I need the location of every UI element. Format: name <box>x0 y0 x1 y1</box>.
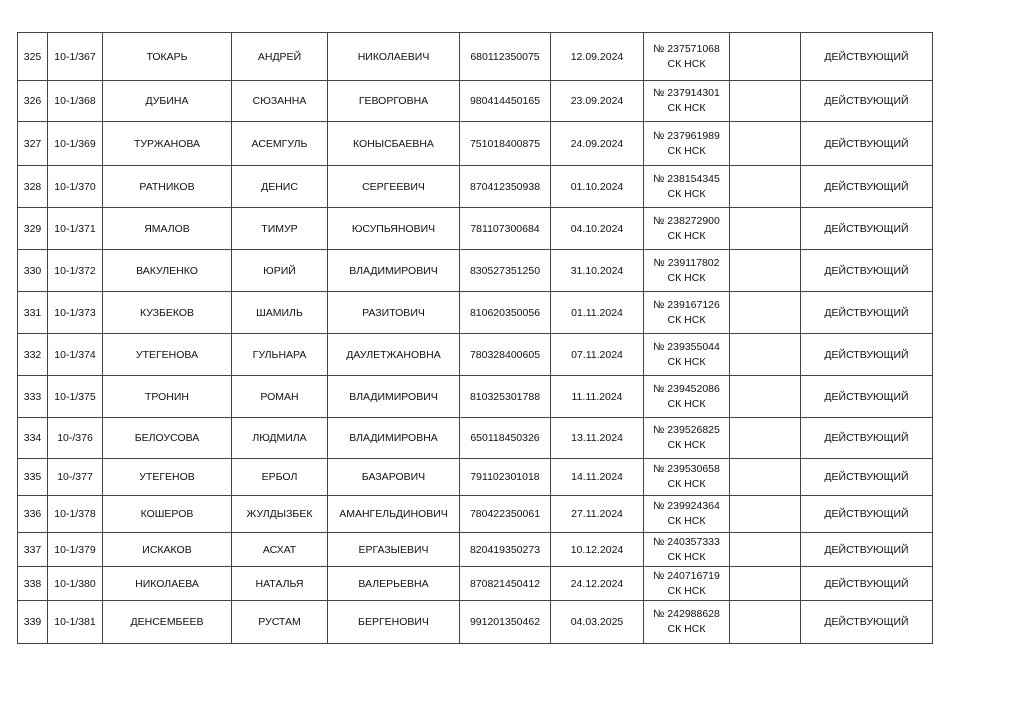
certificate-org: СК НСК <box>667 584 706 597</box>
iin: 650118450326 <box>460 418 551 459</box>
issue-date: 07.11.2024 <box>551 334 644 376</box>
status-cell: ДЕЙСТВУЮЩИЙ <box>801 496 933 533</box>
table-row <box>18 166 933 208</box>
registration-number: 10-1/374 <box>48 334 103 376</box>
issue-date: 04.10.2024 <box>551 208 644 250</box>
status-cell: ДЕЙСТВУЮЩИЙ <box>801 533 933 567</box>
certificate-cell <box>644 250 730 292</box>
issue-date: 24.12.2024 <box>551 567 644 601</box>
status-cell: ДЕЙСТВУЮЩИЙ <box>801 376 933 418</box>
first-name: АСХАТ <box>232 533 328 567</box>
empty-cell <box>730 418 801 459</box>
certificate-number: № 242988628 <box>653 608 720 620</box>
last-name: РАТНИКОВ <box>103 166 232 208</box>
first-name: ЕРБОЛ <box>232 459 328 496</box>
certificate-number: № 240357333 <box>653 535 720 548</box>
table-row <box>18 418 933 459</box>
patronymic: ГЕВОРГОВНА <box>328 81 460 122</box>
certificate-cell <box>644 496 730 533</box>
last-name: НИКОЛАЕВА <box>103 567 232 601</box>
empty-cell <box>730 33 801 81</box>
empty-cell <box>730 376 801 418</box>
first-name: СЮЗАННА <box>232 81 328 122</box>
empty-cell <box>730 567 801 601</box>
status-cell: ДЕЙСТВУЮЩИЙ <box>801 459 933 496</box>
patronymic: ВЛАДИМИРОВНА <box>328 418 460 459</box>
patronymic: НИКОЛАЕВИЧ <box>328 33 460 81</box>
patronymic: ВАЛЕРЬЕВНА <box>328 567 460 601</box>
registration-number: 10-/376 <box>48 418 103 459</box>
certificate-number: № 237571068 <box>653 42 720 55</box>
table-row <box>18 250 933 292</box>
first-name: АСЕМГУЛЬ <box>232 122 328 166</box>
empty-cell <box>730 533 801 567</box>
iin: 751018400875 <box>460 122 551 166</box>
certificate-cell <box>644 418 730 459</box>
certificate-cell <box>644 166 730 208</box>
table-row <box>18 567 933 601</box>
certificate-org: СК НСК <box>667 355 706 368</box>
first-name: НАТАЛЬЯ <box>232 567 328 601</box>
registration-number: 10-1/381 <box>48 601 103 644</box>
certificate-org: СК НСК <box>667 623 706 635</box>
certificate-number: № 238272900 <box>653 214 720 227</box>
patronymic: БАЗАРОВИЧ <box>328 459 460 496</box>
last-name: УТЕГЕНОВ <box>103 459 232 496</box>
patronymic: АМАНГЕЛЬДИНОВИЧ <box>328 496 460 533</box>
certificate-number: № 239167126 <box>653 298 720 311</box>
table-row <box>18 376 933 418</box>
first-name: ЛЮДМИЛА <box>232 418 328 459</box>
certificate-cell <box>644 292 730 334</box>
iin: 870821450412 <box>460 567 551 601</box>
registration-number: 10-1/378 <box>48 496 103 533</box>
last-name: ТОКАРЬ <box>103 33 232 81</box>
iin: 780328400605 <box>460 334 551 376</box>
patronymic: ВЛАДИМИРОВИЧ <box>328 250 460 292</box>
patronymic: ВЛАДИМИРОВИЧ <box>328 376 460 418</box>
last-name: КОШЕРОВ <box>103 496 232 533</box>
last-name: ЯМАЛОВ <box>103 208 232 250</box>
first-name: АНДРЕЙ <box>232 33 328 81</box>
certificate-org: СК НСК <box>667 397 706 410</box>
empty-cell <box>730 208 801 250</box>
first-name: РУСТАМ <box>232 601 328 644</box>
status-cell: ДЕЙСТВУЮЩИЙ <box>801 567 933 601</box>
iin: 810620350056 <box>460 292 551 334</box>
row-number: 335 <box>18 459 48 496</box>
empty-cell <box>730 81 801 122</box>
first-name: ЖУЛДЫЗБЕК <box>232 496 328 533</box>
registry-table <box>17 32 933 644</box>
last-name: БЕЛОУСОВА <box>103 418 232 459</box>
iin: 680112350075 <box>460 33 551 81</box>
patronymic: ЮСУПЬЯНОВИЧ <box>328 208 460 250</box>
iin: 791102301018 <box>460 459 551 496</box>
row-number: 329 <box>18 208 48 250</box>
first-name: ДЕНИС <box>232 166 328 208</box>
last-name: УТЕГЕНОВА <box>103 334 232 376</box>
last-name: ТУРЖАНОВА <box>103 122 232 166</box>
certificate-number: № 237914301 <box>653 87 720 99</box>
iin: 991201350462 <box>460 601 551 644</box>
row-number: 338 <box>18 567 48 601</box>
certificate-cell <box>644 81 730 122</box>
certificate-org: СК НСК <box>667 187 706 200</box>
first-name: ГУЛЬНАРА <box>232 334 328 376</box>
patronymic: БЕРГЕНОВИЧ <box>328 601 460 644</box>
last-name: ВАКУЛЕНКО <box>103 250 232 292</box>
registration-number: 10-1/380 <box>48 567 103 601</box>
certificate-org: СК НСК <box>667 271 706 284</box>
certificate-cell <box>644 33 730 81</box>
patronymic: ЕРГАЗЫЕВИЧ <box>328 533 460 567</box>
issue-date: 12.09.2024 <box>551 33 644 81</box>
last-name: ДУБИНА <box>103 81 232 122</box>
certificate-cell <box>644 334 730 376</box>
first-name: ШАМИЛЬ <box>232 292 328 334</box>
empty-cell <box>730 292 801 334</box>
empty-cell <box>730 122 801 166</box>
table-row <box>18 496 933 533</box>
row-number: 331 <box>18 292 48 334</box>
certificate-number: № 239530658 <box>653 463 720 475</box>
registration-number: 10-1/368 <box>48 81 103 122</box>
registration-number: 10-1/375 <box>48 376 103 418</box>
issue-date: 11.11.2024 <box>551 376 644 418</box>
empty-cell <box>730 496 801 533</box>
empty-cell <box>730 601 801 644</box>
row-number: 327 <box>18 122 48 166</box>
certificate-org: СК НСК <box>667 57 706 70</box>
table-row <box>18 292 933 334</box>
certificate-number: № 239355044 <box>653 340 720 353</box>
table-row <box>18 208 933 250</box>
patronymic: ДАУЛЕТЖАНОВНА <box>328 334 460 376</box>
row-number: 326 <box>18 81 48 122</box>
registration-number: 10-1/372 <box>48 250 103 292</box>
empty-cell <box>730 459 801 496</box>
certificate-cell <box>644 601 730 644</box>
issue-date: 31.10.2024 <box>551 250 644 292</box>
registration-number: 10-1/379 <box>48 533 103 567</box>
certificate-number: № 240716719 <box>653 569 720 582</box>
issue-date: 27.11.2024 <box>551 496 644 533</box>
row-number: 330 <box>18 250 48 292</box>
issue-date: 14.11.2024 <box>551 459 644 496</box>
row-number: 325 <box>18 33 48 81</box>
row-number: 334 <box>18 418 48 459</box>
last-name: КУЗБЕКОВ <box>103 292 232 334</box>
status-cell: ДЕЙСТВУЮЩИЙ <box>801 418 933 459</box>
table-row <box>18 33 933 81</box>
patronymic: КОНЫСБАЕВНА <box>328 122 460 166</box>
row-number: 333 <box>18 376 48 418</box>
certificate-org: СК НСК <box>667 102 706 114</box>
patronymic: РАЗИТОВИЧ <box>328 292 460 334</box>
row-number: 339 <box>18 601 48 644</box>
certificate-number: № 239117802 <box>653 256 720 269</box>
iin: 781107300684 <box>460 208 551 250</box>
registration-number: 10-/377 <box>48 459 103 496</box>
first-name: РОМАН <box>232 376 328 418</box>
empty-cell <box>730 334 801 376</box>
status-cell: ДЕЙСТВУЮЩИЙ <box>801 208 933 250</box>
certificate-number: № 239526825 <box>653 424 720 436</box>
patronymic: СЕРГЕЕВИЧ <box>328 166 460 208</box>
empty-cell <box>730 250 801 292</box>
issue-date: 01.10.2024 <box>551 166 644 208</box>
status-cell: ДЕЙСТВУЮЩИЙ <box>801 122 933 166</box>
first-name: ТИМУР <box>232 208 328 250</box>
certificate-cell <box>644 459 730 496</box>
row-number: 336 <box>18 496 48 533</box>
row-number: 337 <box>18 533 48 567</box>
row-number: 332 <box>18 334 48 376</box>
issue-date: 04.03.2025 <box>551 601 644 644</box>
certificate-cell <box>644 567 730 601</box>
iin: 810325301788 <box>460 376 551 418</box>
table-row <box>18 533 933 567</box>
certificate-cell <box>644 122 730 166</box>
status-cell: ДЕЙСТВУЮЩИЙ <box>801 250 933 292</box>
iin: 820419350273 <box>460 533 551 567</box>
table-row <box>18 459 933 496</box>
iin: 830527351250 <box>460 250 551 292</box>
certificate-cell <box>644 208 730 250</box>
certificate-number: № 238154345 <box>653 172 720 185</box>
registration-number: 10-1/370 <box>48 166 103 208</box>
issue-date: 01.11.2024 <box>551 292 644 334</box>
certificate-org: СК НСК <box>667 229 706 242</box>
last-name: ИСКАКОВ <box>103 533 232 567</box>
iin: 780422350061 <box>460 496 551 533</box>
status-cell: ДЕЙСТВУЮЩИЙ <box>801 166 933 208</box>
status-cell: ДЕЙСТВУЮЩИЙ <box>801 292 933 334</box>
last-name: ДЕНСЕМБЕЕВ <box>103 601 232 644</box>
certificate-number: № 237961989 <box>653 129 720 142</box>
table-row <box>18 81 933 122</box>
registry-body <box>18 33 933 644</box>
issue-date: 10.12.2024 <box>551 533 644 567</box>
last-name: ТРОНИН <box>103 376 232 418</box>
status-cell: ДЕЙСТВУЮЩИЙ <box>801 33 933 81</box>
certificate-number: № 239452086 <box>653 382 720 395</box>
issue-date: 23.09.2024 <box>551 81 644 122</box>
empty-cell <box>730 166 801 208</box>
row-number: 328 <box>18 166 48 208</box>
certificate-cell <box>644 533 730 567</box>
certificate-number: № 239924364 <box>653 500 720 512</box>
iin: 980414450165 <box>460 81 551 122</box>
registration-number: 10-1/367 <box>48 33 103 81</box>
certificate-org: СК НСК <box>667 478 706 490</box>
registration-number: 10-1/369 <box>48 122 103 166</box>
table-row <box>18 122 933 166</box>
status-cell: ДЕЙСТВУЮЩИЙ <box>801 601 933 644</box>
status-cell: ДЕЙСТВУЮЩИЙ <box>801 334 933 376</box>
iin: 870412350938 <box>460 166 551 208</box>
table-row <box>18 601 933 644</box>
certificate-org: СК НСК <box>667 313 706 326</box>
registration-number: 10-1/371 <box>48 208 103 250</box>
certificate-org: СК НСК <box>667 550 706 563</box>
status-cell: ДЕЙСТВУЮЩИЙ <box>801 81 933 122</box>
certificate-org: СК НСК <box>667 439 706 451</box>
issue-date: 24.09.2024 <box>551 122 644 166</box>
certificate-org: СК НСК <box>667 144 706 157</box>
certificate-org: СК НСК <box>667 515 706 527</box>
first-name: ЮРИЙ <box>232 250 328 292</box>
issue-date: 13.11.2024 <box>551 418 644 459</box>
registration-number: 10-1/373 <box>48 292 103 334</box>
certificate-cell <box>644 376 730 418</box>
table-row <box>18 334 933 376</box>
